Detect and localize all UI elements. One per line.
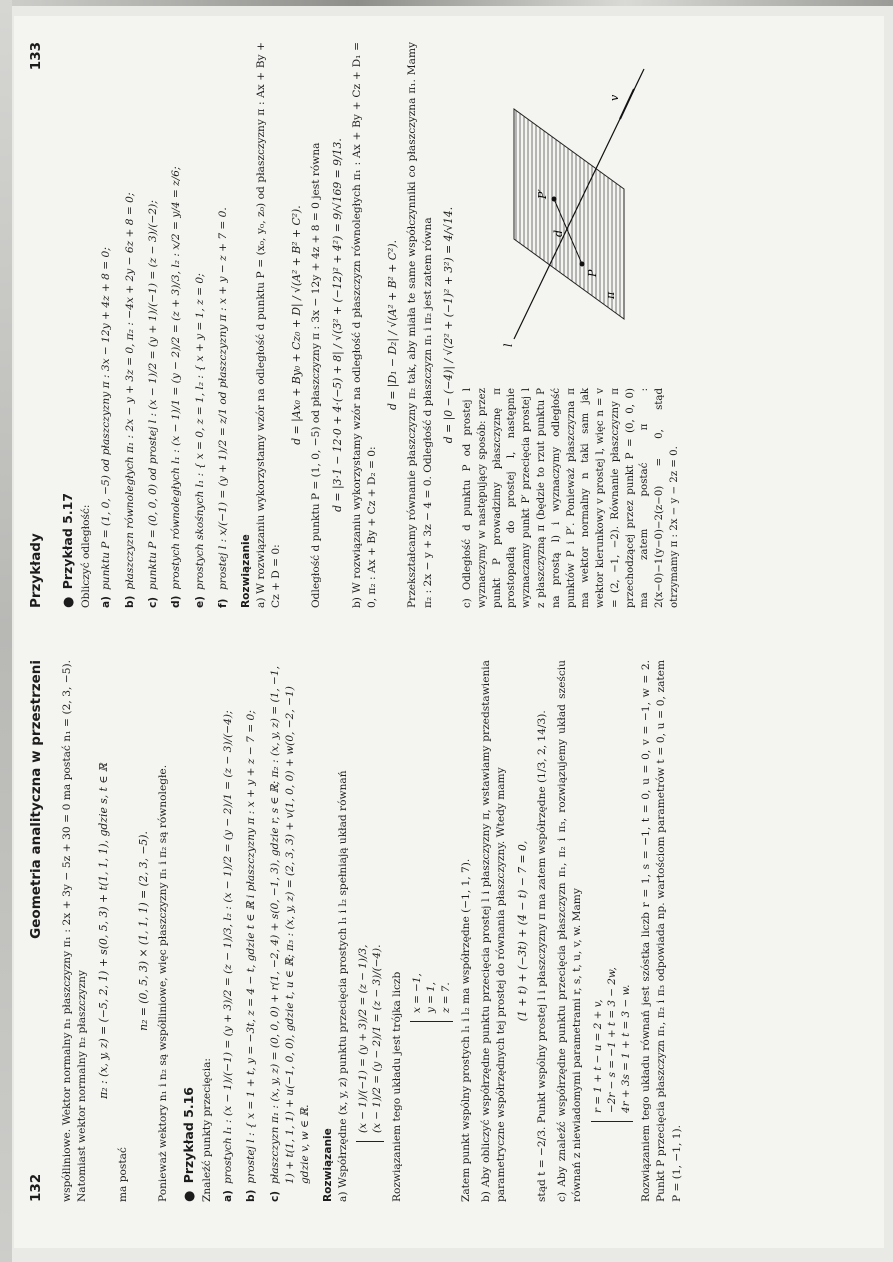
- example-heading: [181, 660, 197, 1202]
- list-item: [193, 42, 208, 608]
- scanned-spread: [14, 16, 884, 1248]
- item-label: b): [123, 595, 136, 608]
- list-item: [169, 42, 184, 608]
- label-l: l: [502, 343, 516, 347]
- scan-edge-left: [0, 0, 12, 1262]
- bullet-icon: ●: [182, 1190, 198, 1202]
- direction-vector: [620, 89, 634, 119]
- running-head: [28, 42, 44, 608]
- item-label: c): [147, 596, 160, 608]
- page-132: [14, 636, 884, 1248]
- list-item: [146, 42, 161, 608]
- intro-paragraph: współliniowe. Wektor normalny n₁ płaszczyzny π₁ : 2x + 3y − 5z + 30 = 0 ma postać n₁ = (2, 3, −5). Natomiast wektor normalny n₂ płaszczyzny: [61, 660, 89, 1202]
- system-row: (x − 1)/2 = (y − 2)/1 = (z − 3)/(−4).: [371, 944, 383, 1133]
- label-plane: π: [604, 291, 618, 299]
- solution-a: a) Współrzędne (x, y, z) punktu przecięcia prostych l₁ i l₂ spełniają układ równań: [336, 770, 349, 1202]
- item-label: b): [245, 1189, 258, 1202]
- system-row: y = 1,: [425, 981, 438, 1013]
- system-row: −2r − s = −1 + t = 3 − 2w,: [605, 967, 618, 1113]
- item-text: prostych równoległych l₁ : (x − 1)/1 = (y − 2)/2 = (z + 3)/3, l₂ : x/2 = y/4 = z/6;: [170, 166, 183, 590]
- list-item: [268, 660, 314, 1202]
- page-133: [14, 16, 884, 628]
- task-statement: Znaleźć punkty przecięcia:: [201, 1058, 214, 1202]
- system-row: x = −1,: [411, 973, 424, 1013]
- running-title: Geometria analityczna w przestrzeni: [28, 660, 44, 939]
- item-label: e): [193, 595, 206, 608]
- plane-shape: [514, 109, 624, 319]
- item-label: c): [268, 1190, 281, 1202]
- list-item: [221, 660, 236, 1202]
- item-text: prostych skośnych l₁ : { x = 0, z = 1, l₂ : { x + y = 1, z = 0;: [193, 273, 206, 590]
- intro-text: ma postać: [116, 1147, 129, 1202]
- plane-equation: π₂ : (x, y, z) = (−5, 2, 1) + s(0, 5, 3) + t(1, 1, 1), gdzie s, t ∈ ℝ: [96, 763, 110, 1099]
- list-item: [244, 660, 259, 1202]
- system-row: 4r + 3s = 1 + t = 3 − w.: [619, 984, 632, 1113]
- bullet-icon: ●: [61, 596, 76, 608]
- distance-formula: d = |Ax₀ + By₀ + Cz₀ + D| / √(A² + B² + C²).: [290, 205, 304, 445]
- item-label: a): [100, 596, 113, 608]
- item-text: prostej l : { x = 1 + t, y = −3t, z = 4 − t, gdzie t ∈ ℝ i płaszczyzny π : x + y + z − 7 = 0;: [245, 710, 258, 1184]
- item-text: prostej l : x/(−1) = (y + 1)/2 = z/1 od płaszczyzny π : x + y − z + 7 = 0.: [217, 207, 230, 590]
- page-number: 133: [28, 42, 44, 71]
- item-label: d): [170, 595, 183, 608]
- solution-a-text: Odległość d punktu P = (1, 0, −5) od płaszczyzny π : 3x − 12y + 4z + 8 = 0 jest równa: [310, 142, 323, 608]
- solution-a-text: Rozwiązaniem tego układu jest trójka liczb: [391, 971, 404, 1202]
- label-p: P: [586, 269, 600, 277]
- plane-line-diagram: [474, 59, 674, 359]
- solution-c: c) Odległość d punktu P od prostej l wyznaczymy w następujący sposób: przez punkt P prowadzimy płaszczyznę π prostopadłą do prostej l, następnie wyznaczamy punkt P′ przecięcia prostej l z płaszczyzną π (będzie to rzut punktu P na prostą l) i wyznaczymy odległość punktów P i P′. Ponieważ płaszczyzna π ma wektor normalny n taki sam jak wektor kierunkowy v prostej l, więc n = v = (2, −1, −2). Równanie płaszczyzny π przechodzącej przez punkt P = (0, 0, 0) ma zatem postać π : 2(x−0)−1(y−0)−2(z−0) = 0, stąd otrzymamy π : 2x − y − 2z = 0.: [462, 388, 680, 608]
- example-title: Przykład 5.17: [60, 493, 75, 590]
- item-text: płaszczyzn równoległych π₁ : 2x − y + 3z = 0, π₂ : −4x + 2y − 6z + 8 = 0;: [123, 192, 136, 590]
- task-statement: Obliczyć odległość:: [80, 504, 92, 608]
- intro-conclusion: Ponieważ wektory n₁ i n₂ są współliniowe, więc płaszczyzny π₁ i π₂ są równoległe.: [157, 764, 170, 1202]
- solution-b-conclusion: stąd t = −2/3. Punkt wspólny prostej l i płaszczyzny π ma zatem współrzędne (1/3, 2, 14/3).: [535, 710, 548, 1202]
- solution-c-conclusion: Rozwiązaniem tego układu równań jest szóstka liczb r = 1, s = −1, t = 0, u = 0, v = −1, w = 2. Punkt P przecięcia płaszczyzn π₁, π₂ i π₃ odpowiada np. wartościom parametrów t = 0, u = 0, zatem P = (1, −1, 1).: [639, 660, 683, 1202]
- system-row: z = 7.: [439, 982, 452, 1013]
- label-p-prime: P′: [536, 189, 550, 199]
- example-heading: [60, 42, 76, 608]
- running-title: Przykłady: [28, 533, 44, 608]
- normal-vector-equation: n₂ = (0, 5, 3) × (1, 1, 1) = (2, 3, −5).: [137, 831, 151, 1031]
- solution-b: b) W rozwiązaniu wykorzystamy wzór na odległość d płaszczyzn równoległych π₁ : Ax + By + Cz + D₁ = 0, π₂ : Ax + By + Cz + D₂ = 0:: [350, 42, 378, 608]
- equation-system: [356, 660, 384, 1142]
- list-item: [216, 42, 231, 608]
- item-text: płaszczyzn π₁ : (x, y, z) = (0, 0, 0) + r(1, −2, 4) + s(0, −1, 3), gdzie r, s ∈ ℝ; π₂ : (x, y, z) = (1, −1, 1) + t(1, 1, 1) + u(−1, 0, 0), gdzie t, u ∈ ℝ; π₃ : (x, y, z) = (2, 3, 3) + v(1, 0, 0) + w(0, −2, −1) gdzie v, w ∈ ℝ.: [268, 665, 312, 1184]
- solution-c: c) Aby znaleźć współrzędne punktu przecięcia płaszczyzn π₁, π₂ i π₃, rozwiązujemy układ sześciu równań z niewiadomymi parametrami r, s, t, u, v, w. Mamy: [555, 660, 584, 1202]
- system-row: (x − 1)/(−1) = (y + 3)/2 = (z − 1)/3,: [356, 944, 369, 1133]
- solution-heading: Rozwiązanie: [321, 1128, 334, 1202]
- page-number: 132: [28, 1173, 44, 1202]
- item-label: a): [221, 1190, 234, 1202]
- distance-formula: d = |D₁ − D₂| / √(A² + B² + C²).: [386, 240, 400, 411]
- distance-computation: d = |3·1 − 12·0 + 4·(−5) + 8| / √(3² + (−12)² + 4²) = 9/√169 = 9/13.: [330, 138, 344, 512]
- running-head: [28, 660, 44, 1202]
- solution-heading: Rozwiązanie: [239, 534, 252, 608]
- equation-system: [591, 660, 633, 1122]
- scan-edge-top: [0, 0, 893, 6]
- system-row: r = 1 + t − u = 2 + v,: [591, 999, 604, 1113]
- projection-figure: [461, 42, 688, 376]
- item-label: f): [217, 598, 230, 608]
- solution-b: b) Aby obliczyć współrzędne punktu przecięcia prostej l i płaszczyzny π, wstawiamy przedstawienia parametryczne współrzędnych tej prostej do równania płaszczyzny. Wtedy mamy: [479, 660, 508, 1202]
- equation-system: [410, 660, 452, 1022]
- distance-computation: d = |0 − (−4)| / √(2² + (−1)² + 3²) = 4/√14.: [442, 206, 456, 444]
- list-item: [99, 42, 114, 608]
- item-text: punktu P = (1, 0, −5) od płaszczyzny π : 3x − 12y + 4z + 8 = 0;: [100, 247, 113, 590]
- solution-a: a) W rozwiązaniu wykorzystamy wzór na odległość d punktu P = (x₀, y₀, z₀) od płaszczyzny π : Ax + By + Cz + D = 0:: [254, 42, 282, 608]
- solution-a-conclusion: Zatem punkt wspólny prostych l₁ i l₂ ma współrzędne (−1, 1, 7).: [459, 858, 472, 1202]
- label-d: d: [552, 229, 566, 237]
- point-p: [580, 262, 585, 267]
- solution-b-text: Przekształcamy równanie płaszczyzny π₂ tak, aby miała te same współczynniki co płaszczyzna π₁. Mamy π₂ : 2x − y + 3z − 4 = 0. Odległość d płaszczyzn π₁ i π₂ jest zatem równa: [406, 42, 434, 608]
- equation: (1 + t) + (−3t) + (4 − t) − 7 = 0,: [515, 840, 529, 1022]
- list-item: [123, 42, 138, 608]
- item-text: prostych l₁ : (x − 1)/(−1) = (y + 3)/2 = (z − 1)/3, l₂ : (x − 1)/2 = (y − 2)/1 = (z − 3)/(−4);: [221, 710, 234, 1184]
- point-p-prime: [552, 197, 557, 202]
- label-v: v: [608, 94, 622, 101]
- example-title: Przykład 5.16: [181, 1087, 197, 1184]
- item-text: punktu P = (0, 0, 0) od prostej l : (x − 1)/2 = (y + 1)/(−1) = (z − 3)/(−2);: [147, 200, 160, 590]
- solution-c-block: [461, 42, 688, 608]
